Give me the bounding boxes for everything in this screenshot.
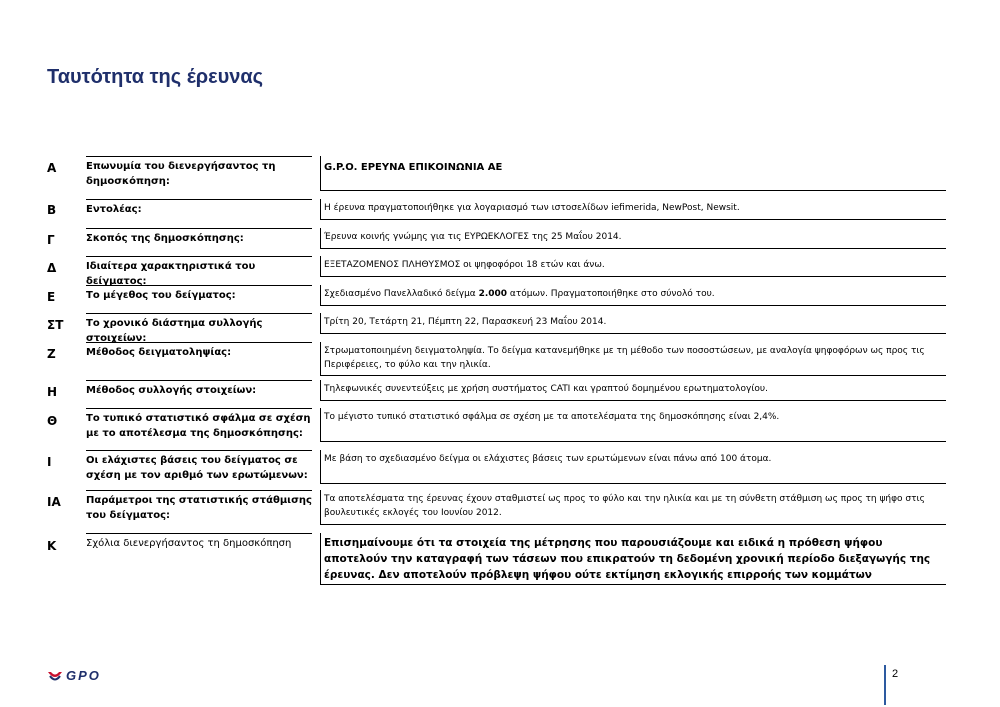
row-value: G.P.O. ΕΡΕΥΝΑ ΕΠΙΚΟΙΝΩΝΙΑ ΑΕ: [320, 156, 946, 191]
row-value: Τηλεφωνικές συνεντεύξεις με χρήση συστήματος CATI και γραπτού δομημένου ερωτηματολογίου.: [320, 380, 946, 401]
gpo-mark-icon: [47, 670, 63, 682]
row-value: Επισημαίνουμε ότι τα στοιχεία της μέτρησης που παρουσιάζουμε και ειδικά η πρόθεση ψήφου αποτελούν την καταγραφή των τάσεων που επικρατούν τη δεδομένη χρονική περίοδο διεξαγωγής της έρευνας. Δεν αποτελούν πρόβλεψη ψήφου ούτε εκτίμηση εκλογικής επιρροής των κομμάτων: [320, 533, 946, 585]
row-label: Το χρονικό διάστημα συλλογής στοιχείων:: [86, 313, 312, 346]
row-label: Εντολέας:: [86, 199, 312, 217]
row-value: Το μέγιστο τυπικό στατιστικό σφάλμα σε σχέση με τα αποτελέσματα της δημοσκόπησης είναι 2,4%.: [320, 408, 946, 442]
row-letter: B: [47, 203, 57, 217]
row-letter: Z: [47, 347, 56, 361]
sample-size: 2.000: [478, 289, 508, 299]
row-value: Τα αποτελέσματα της έρευνας έχουν σταθμιστεί ως προς το φύλο και την ηλικία και με τη σύνθετη στάθμιση ως προς τη ψήφο στις βουλευτικές εκλογές του Ιουνίου 2012.: [320, 490, 946, 525]
row-value: ΕΞΕΤΑΖΟΜΕΝΟΣ ΠΛΗΘΥΣΜΟΣ οι ψηφοφόροι 18 ετών και άνω.: [320, 256, 946, 277]
page-number: 2: [892, 668, 899, 680]
row-value: Τρίτη 20, Τετάρτη 21, Πέμπτη 22, Παρασκευή 23 Μαΐου 2014.: [320, 313, 946, 334]
value-text: ατόμων. Πραγματοποιήθηκε στο σύνολό του.: [507, 289, 715, 299]
row-value: Στρωματοποιημένη δειγματοληψία. Το δείγμα κατανεμήθηκε με τη μέθοδο των ποσοστώσεων, με αναλογία ψηφοφόρων ως προς τις Περιφέρειες, το φύλο και την ηλικία.: [320, 342, 946, 376]
row-label: Επωνυμία του διενεργήσαντος τη δημοσκόπηση:: [86, 156, 312, 189]
row-value: Η έρευνα πραγματοποιήθηκε για λογαριασμό των ιστοσελίδων iefimerida, NewPost, Newsit.: [320, 199, 946, 220]
row-letter: H: [47, 385, 58, 399]
row-letter: IA: [47, 495, 61, 509]
gpo-logo: [47, 668, 101, 683]
row-label: Το τυπικό στατιστικό σφάλμα σε σχέση με το αποτέλεσμα της δημοσκόπησης:: [86, 408, 312, 441]
row-letter: Γ: [47, 233, 55, 247]
row-label: Μέθοδος δειγματοληψίας:: [86, 342, 312, 360]
row-value: Με βάση το σχεδιασμένο δείγμα οι ελάχιστες βάσεις των ερωτώμενων είναι πάνω από 100 άτομα.: [320, 450, 946, 484]
row-label: Το μέγεθος του δείγματος:: [86, 285, 312, 303]
page-number-divider: [884, 665, 886, 705]
logo-text: GPO: [66, 668, 101, 683]
row-label: Σκοπός της δημοσκόπησης:: [86, 228, 312, 246]
row-letter: A: [47, 161, 57, 175]
row-letter: K: [47, 539, 57, 553]
value-text: Σχεδιασμένο Πανελλαδικό δείγμα: [324, 289, 479, 299]
row-letter: I: [47, 455, 52, 469]
row-letter: Θ: [47, 414, 58, 428]
row-letter: E: [47, 290, 56, 304]
row-value: [320, 285, 946, 306]
row-label: Μέθοδος συλλογής στοιχείων:: [86, 380, 312, 398]
row-label: Οι ελάχιστες βάσεις του δείγματος σε σχέση με τον αριθμό των ερωτώμενων:: [86, 450, 312, 483]
row-letter: Δ: [47, 261, 57, 275]
row-label: Ιδιαίτερα χαρακτηριστικά του δείγματος:: [86, 256, 312, 289]
row-value: Έρευνα κοινής γνώμης για τις ΕΥΡΩΕΚΛΟΓΕΣ της 25 Μαΐου 2014.: [320, 228, 946, 249]
page-title: Ταυτότητα της έρευνας: [47, 66, 264, 88]
row-label: Παράμετροι της στατιστικής στάθμισης του δείγματος:: [86, 490, 312, 523]
row-letter: ΣΤ: [47, 318, 64, 332]
row-label: Σχόλια διενεργήσαντος τη δημοσκόπηση: [86, 533, 312, 551]
